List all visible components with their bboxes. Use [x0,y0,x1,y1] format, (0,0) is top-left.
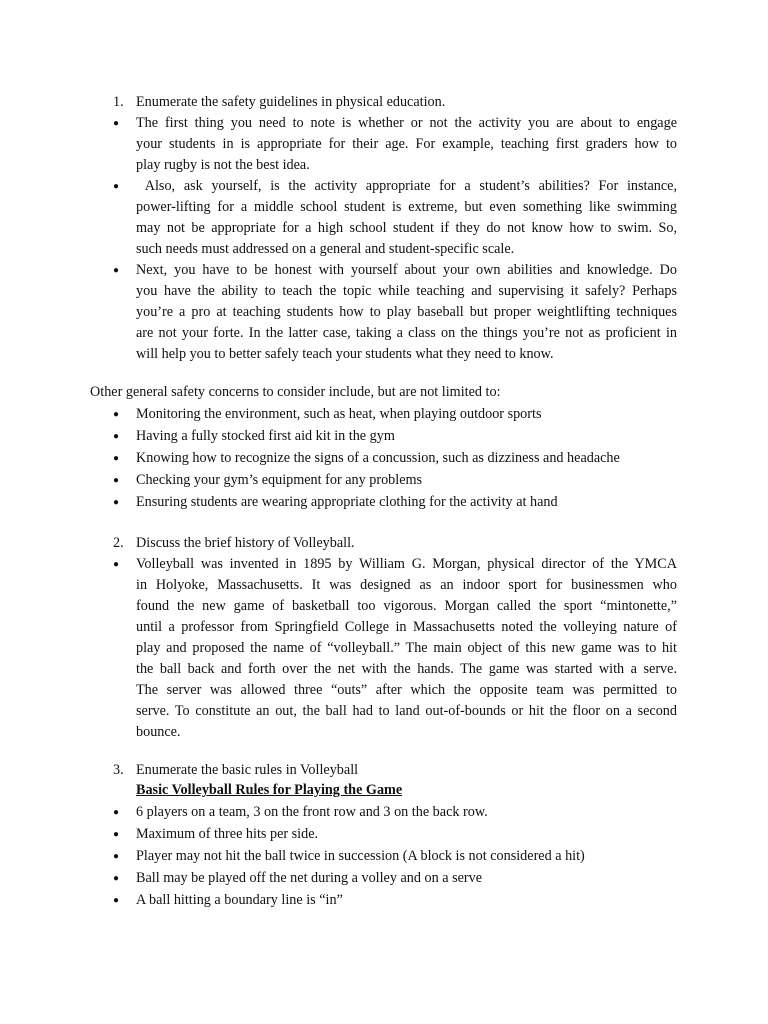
q2-line: Volleyball was invented in 1895 by William G. Morgan, physical director of the YMCA [136,556,677,572]
q1-bullet1-line2: your students in is appropriate for their age. For example, teaching first graders how to [136,136,677,152]
bullet-icon: ● [113,873,120,884]
q1-bullet3-line4: are not your forte. In the latter case, taking a class on the things you’re not as proficient in [136,325,677,341]
q3-heading: Basic Volleyball Rules for Playing the Game [136,782,403,798]
bullet-icon: ● [113,497,120,508]
bullet-icon: ● [113,431,120,442]
q2-line: serve. To constitute an out, the ball had to land out-of-bounds or hit the floor on a second [136,703,677,719]
bullet-icon: ● [113,453,120,464]
other-intro: Other general safety concerns to consider include, but are not limited to: [90,384,501,400]
q3-item: Maximum of three hits per side. [136,826,319,842]
bullet-icon: ● [113,265,120,276]
q1-bullet1-line3: play rugby is not the best idea. [136,157,310,173]
q3-item: Player may not hit the ball twice in succession (A block is not considered a hit) [136,848,585,864]
q2-line: play and proposed the name of “volleyball.” The main object of this new game was to hit [136,640,677,656]
other-item: Knowing how to recognize the signs of a concussion, such as dizziness and headache [136,450,620,466]
bullet-icon: ● [113,475,120,486]
other-item: Ensuring students are wearing appropriate clothing for the activity at hand [136,494,558,510]
bullet-icon: ● [113,851,120,862]
q3-item: Ball may be played off the net during a volley and on a serve [136,870,483,886]
q2-line: found the new game of basketball too vigorous. Morgan called the sport “mintonette,” [136,598,677,614]
q3-number: 3. [113,762,124,778]
bullet-icon: ● [113,409,120,420]
q2-number: 2. [113,535,124,551]
q2-line: the ball back and forth over the net with the hands. The game was started with a serve. [136,661,677,677]
bullet-icon: ● [113,118,120,129]
q1-bullet3-line3: you’re a pro at teaching students how to play baseball but proper weightlifting techniques [136,304,677,320]
q1-bullet3-line5: will help you to better safely teach your students what they need to know. [136,346,554,362]
other-item: Having a fully stocked first aid kit in the gym [136,428,395,444]
q2-line: until a professor from Springfield College in Massachusetts noted the volleying nature of [136,619,677,635]
q3-item: 6 players on a team, 3 on the front row and 3 on the back row. [136,804,488,820]
q1-bullet2-line2: power-lifting for a middle school student is extreme, but even something like swimming [136,199,677,215]
bullet-icon: ● [113,829,120,840]
other-item: Checking your gym’s equipment for any problems [136,472,423,488]
q2-text: Discuss the brief history of Volleyball. [136,535,355,551]
bullet-icon: ● [113,895,120,906]
q1-number: 1. [113,94,124,110]
bullet-icon: ● [113,181,120,192]
q1-bullet1-line1: The first thing you need to note is whether or not the activity you are about to engage [136,115,677,131]
q1-bullet2-line3: may not be appropriate for a high school student if they do not know how to swim. So, [136,220,677,236]
q3-text: Enumerate the basic rules in Volleyball [136,762,359,778]
q2-line: in Holyoke, Massachusetts. It was designed as an indoor sport for businessmen who [136,577,677,593]
q1-bullet2-line4: such needs must addressed on a general and student-specific scale. [136,241,515,257]
q2-line: bounce. [136,724,181,740]
bullet-icon: ● [113,559,120,570]
q1-bullet3-line2: you have the ability to teach the topic while teaching and supervising it safely? Perhaps [136,283,677,299]
q2-line: The server was allowed three “outs” after which the opposite team was permitted to [136,682,677,698]
bullet-icon: ● [113,807,120,818]
q1-text: Enumerate the safety guidelines in physical education. [136,94,446,110]
other-item: Monitoring the environment, such as heat, when playing outdoor sports [136,406,542,422]
q3-item: A ball hitting a boundary line is “in” [136,892,343,908]
q1-bullet3-line1: Next, you have to be honest with yourself about your own abilities and knowledge. Do [136,262,677,278]
q1-bullet2-line1: Also, ask yourself, is the activity appropriate for a student’s abilities? For instance, [136,178,677,194]
